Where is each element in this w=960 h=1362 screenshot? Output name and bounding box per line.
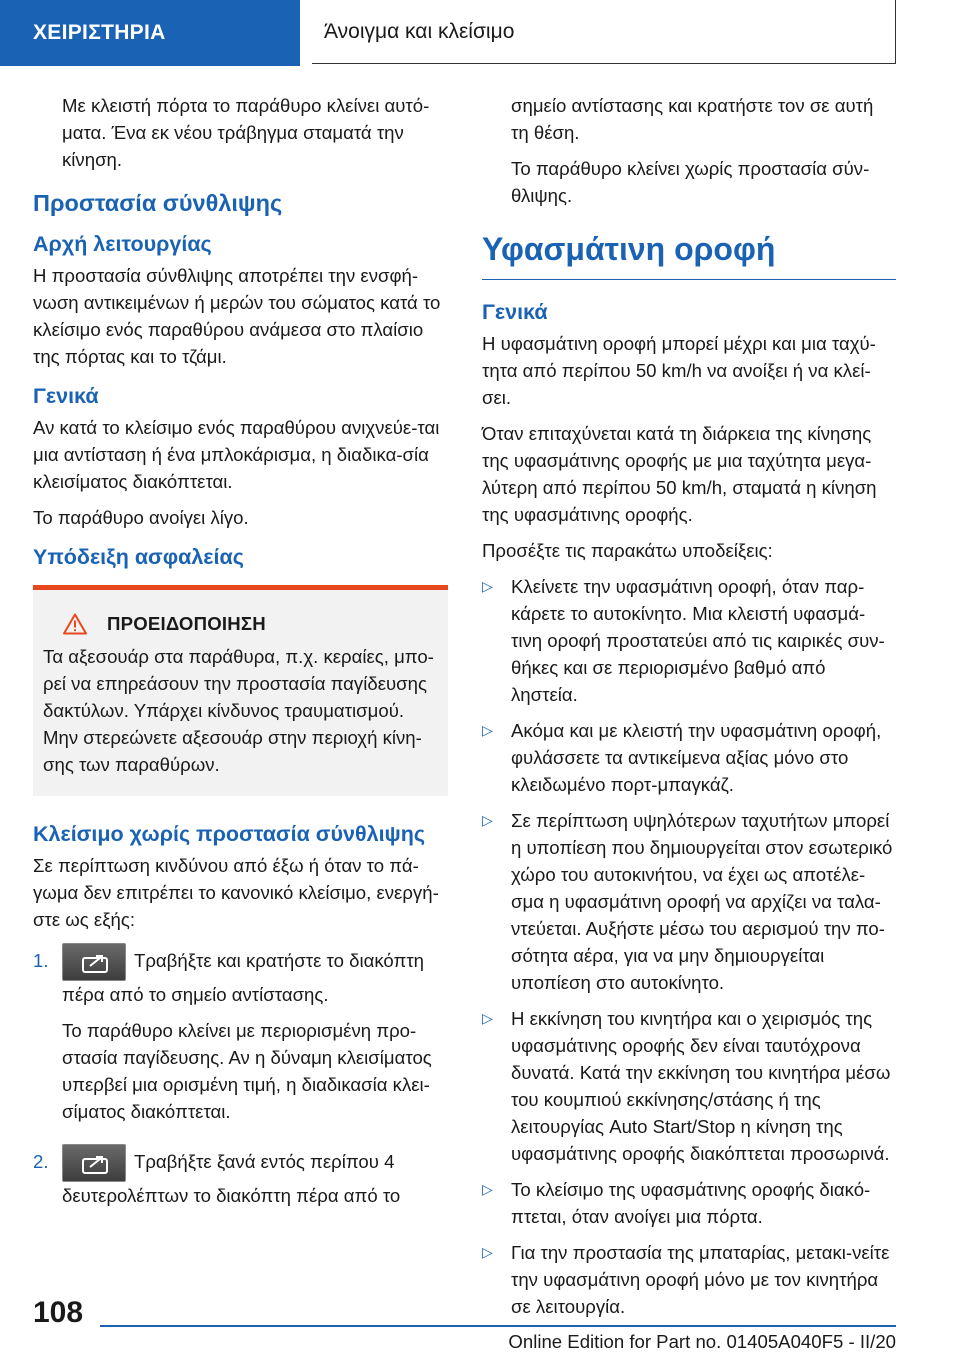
footer-divider xyxy=(100,1325,896,1327)
list-item xyxy=(482,1005,896,1167)
roof-text-1: Η υφασμάτινη οροφή μπορεί μέχρι και μια ταχύ-τητα από περίπου 50 km/h να ανοίξει ή να κλεί-σει. xyxy=(482,333,876,408)
warning-header xyxy=(63,610,434,637)
list-item xyxy=(482,1176,896,1230)
heading-safety: Υπόδειξη ασφαλείας xyxy=(33,545,244,569)
heading-general-roof: Γενικά xyxy=(482,300,548,324)
general-text-1: Αν κατά το κλείσιμο ενός παραθύρου ανιχνεύε-ται μια αντίσταση ή ένα μπλοκάρισμα, η διαδικα-σία κλεισίματος διακόπτεται. xyxy=(33,417,440,492)
list-item-text: Το κλείσιμο της υφασμάτινης οροφής διακό-πτεται, όταν ανοίγει μια πόρτα. xyxy=(511,1179,871,1227)
window-switch-icon xyxy=(62,1144,126,1182)
triangle-bullet-icon: ▷ xyxy=(482,578,493,594)
heading-general: Γενικά xyxy=(33,384,99,408)
roof-text-2: Όταν επιταχύνεται κατά τη διάρκεια της κίνησης της υφασμάτινης οροφής με μια ταχύτητα μεγα-λύτερη από περίπου 50 km/h, σταματά η κίνηση της υφασμάτινης οροφής. xyxy=(482,423,877,525)
warning-triangle-icon xyxy=(63,613,87,635)
step-2 xyxy=(33,1148,448,1218)
list-item xyxy=(482,1239,896,1320)
triangle-bullet-icon: ▷ xyxy=(482,812,493,828)
list-item-text: Σε περίπτωση υψηλότερων ταχυτήτων μπορεί η υποπίεση που δημιουργείται στον εσωτερικό χώρο του αυτοκινήτου, να έχει ως αποτέλε-σμα η υφασμάτινη οροφή να αρχίζει να ταλα-ντεύεται. Αυξήστε μέσω του αερισμού την πο-σότητα αέρα, για να μην δημιουργείται υποπίεση στο αυτοκίνητο. xyxy=(511,810,893,993)
section-tab: ΧΕΙΡΙΣΤΗΡΙΑ xyxy=(0,0,300,66)
heading-principle: Αρχή λειτουργίας xyxy=(33,232,212,256)
list-item-text: Για την προστασία της μπαταρίας, μετακι-νείτε την υφασμάτινη οροφή μόνο με τον κινητήρα σε λειτουργία. xyxy=(511,1242,890,1317)
warning-box xyxy=(33,585,448,796)
principle-text: Η προστασία σύνθλιψης αποτρέπει την ενσφή-νωση αντικειμένων ή μερών του σώματος κατά το κλείσιμο ενός παραθύρου ανάμεσα στο πλαίσιο της πόρτας και το τζάμι. xyxy=(33,265,441,367)
list-item xyxy=(482,573,896,708)
heading-soft-top: Υφασμάτινη οροφή xyxy=(482,229,896,280)
step-body xyxy=(62,1148,448,1218)
right-column xyxy=(482,92,896,1329)
chapter-title: Άνοιγμα και κλείσιμο xyxy=(312,0,896,64)
list-item-text: Κλείνετε την υφασμάτινη οροφή, όταν παρ-κάρετε το αυτοκίνητο. Μια κλειστή υφασμά-τινη οροφή προστατεύει από τις καιρικές συν-θήκες και σε περιορισμένο βαθμό από ληστεία. xyxy=(511,576,885,705)
intro-text: Με κλειστή πόρτα το παράθυρο κλείνει αυτό-ματα. Ένα εκ νέου τράβηγμα σταματά την κίνηση. xyxy=(62,95,430,170)
triangle-bullet-icon: ▷ xyxy=(482,722,493,738)
general-text-2: Το παράθυρο ανοίγει λίγο. xyxy=(33,507,249,528)
triangle-bullet-icon: ▷ xyxy=(482,1244,493,1260)
edition-note: Online Edition for Part no. 01405A040F5 - II/20 xyxy=(508,1331,896,1352)
triangle-bullet-icon: ▷ xyxy=(482,1181,493,1197)
without-text: Σε περίπτωση κινδύνου από έξω ή όταν το πά-γωμα δεν επιτρέπει το κανονικό κλείσιμο, ενεργή-στε ως εξής: xyxy=(33,855,439,930)
step-note: Το παράθυρο κλείνει με περιορισμένη προ-στασία παγίδευσης. Αν η δύναμη κλεισίματος υπερβεί μια ορισμένη τιμή, η διαδικασία κλει-σίματος διακόπτεται. xyxy=(62,1020,432,1122)
step-number: 1. xyxy=(33,950,49,971)
step-text: Τραβήξτε και κρατήστε το διακόπτη πέρα από το σημείο αντίστασης. xyxy=(62,950,425,1005)
page-header xyxy=(0,0,960,66)
continued-text-2: Το παράθυρο κλείνει χωρίς προστασία σύν-θλιψης. xyxy=(511,158,870,206)
continued-text-1: σημείο αντίστασης και κρατήστε τον σε αυτή τη θέση. xyxy=(511,95,874,143)
step-text: Τραβήξτε ξανά εντός περίπου 4 δευτερολέπτων το διακόπτη πέρα από το xyxy=(62,1151,401,1206)
left-column xyxy=(33,92,448,1218)
step-body xyxy=(62,947,448,1134)
warning-title: ΠΡΟΕΙΔΟΠΟΙΗΣΗ xyxy=(107,613,266,634)
list-item xyxy=(482,717,896,798)
heading-pinch-protection: Προστασία σύνθλιψης xyxy=(33,190,283,216)
roof-text-3: Προσέξτε τις παρακάτω υποδείξεις: xyxy=(482,540,773,561)
warning-text: Τα αξεσουάρ στα παράθυρα, π.χ. κεραίες, μπο-ρεί να επηρεάσουν την προστασία παγίδευσης δακτύλων. Υπάρχει κίνδυνος τραυματισμού. Μην στερεώνετε αξεσουάρ στην περιοχή κίνη-σης των παραθύρων. xyxy=(43,646,434,775)
list-item-text: Η εκκίνηση του κινητήρα και ο χειρισμός της υφασμάτινης οροφής δεν είναι ταυτόχρονα δυνατά. Κατά την εκκίνηση του κινητήρα μέσω του κουμπιού εκκίνησης/στάσης ή της λειτουργίας Auto Start/Stop η κίνηση της υφασμάτινης οροφής διακόπτεται προσωρινά. xyxy=(511,1008,891,1164)
list-item-text: Ακόμα και με κλειστή την υφασμάτινη οροφή, φυλάσσετε τα αντικείμενα αξίας μόνο στο κλειδωμένο πορτ-μπαγκάζ. xyxy=(511,720,882,795)
heading-without-protection: Κλείσιμο χωρίς προστασία σύνθλιψης xyxy=(33,822,426,846)
window-switch-icon xyxy=(62,943,126,981)
page-number: 108 xyxy=(33,1296,84,1329)
list-item xyxy=(482,807,896,996)
triangle-bullet-icon: ▷ xyxy=(482,1010,493,1026)
step-number: 2. xyxy=(33,1151,49,1172)
step-1 xyxy=(33,947,448,1134)
